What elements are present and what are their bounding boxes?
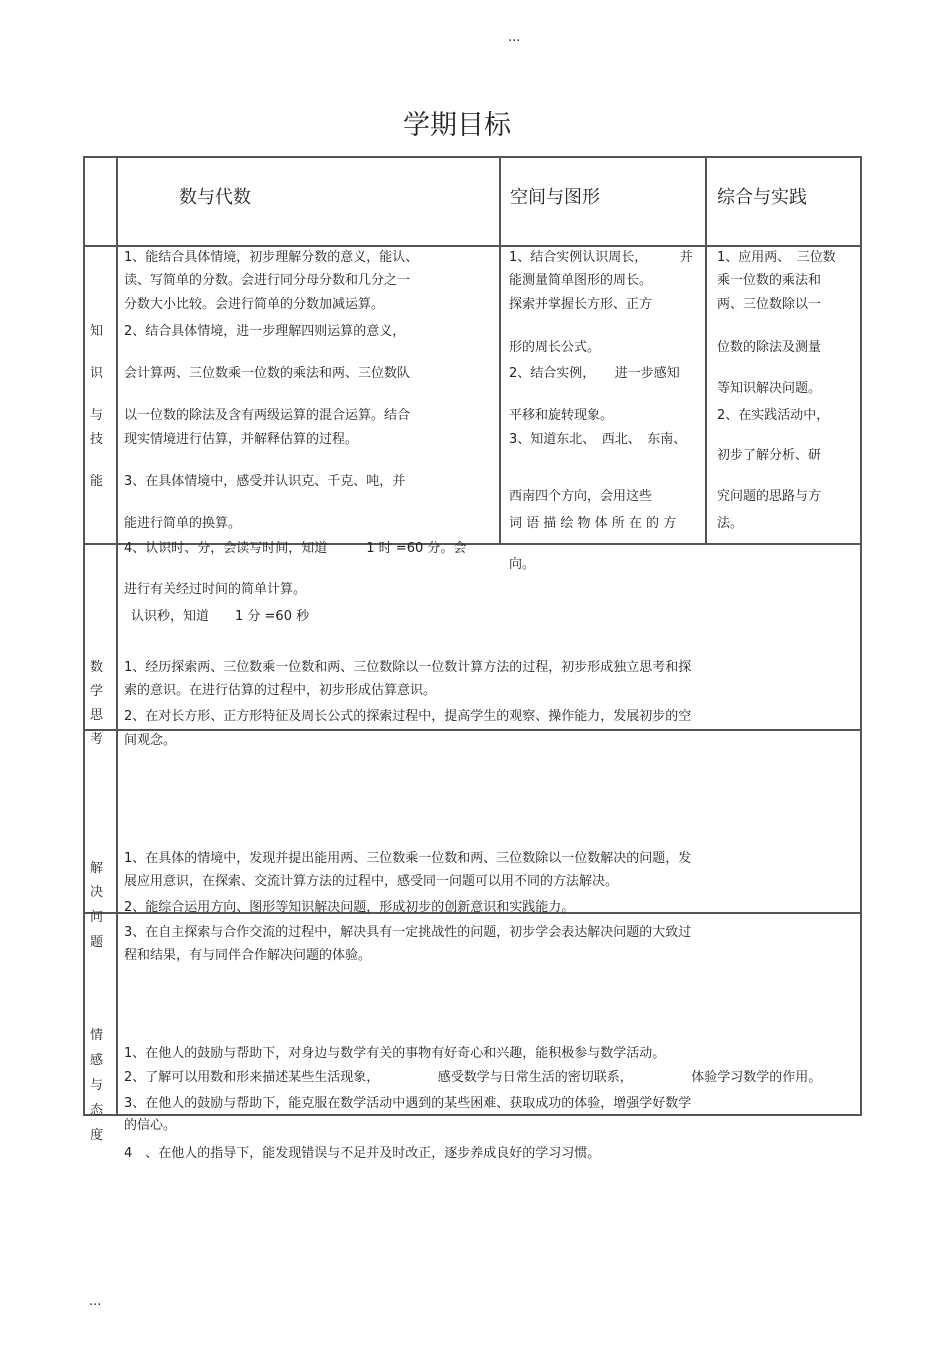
label-column-divider: [116, 156, 118, 1116]
top-marker: ...: [508, 30, 521, 45]
thinking-line: 1、经历探索两、三位数乘一位数和两、三位数除以一位数计算方法的过程，初步形成独立思考和探: [124, 660, 692, 675]
row-label-problem-char: 解: [90, 861, 104, 876]
attitude-line: 2、了解可以用数和形来描述某些生活现象， 感受数学与日常生活的密切联系， 体验学习数学的作用。: [124, 1070, 822, 1085]
col2-line: 探索并掌握长方形、正方: [509, 297, 653, 312]
row-label-thinking-char: 思: [90, 708, 104, 723]
table-border-left: [83, 156, 85, 1116]
row-label-attitude-char: 与: [90, 1078, 104, 1093]
header-practice: 综合与实践: [717, 187, 807, 208]
thinking-line: 2、在对长方形、正方形特征及周长公式的探索过程中，提高学生的观察、操作能力，发展初步的空: [124, 709, 692, 724]
col2-line: 1、结合实例认识周长， 并: [509, 250, 693, 265]
col1-line: 进行有关经过时间的简单计算。: [124, 582, 307, 597]
col2-line: 3、知道东北、 西北、 东南、: [509, 432, 687, 447]
row-label-knowledge-char: 知: [90, 324, 104, 339]
problem-line: 程和结果，有与同伴合作解决问题的体验。: [124, 948, 372, 963]
attitude-line: 4 、在他人的指导下，能发现错误与不足并及时改正，逐步养成良好的学习习惯。: [124, 1146, 601, 1161]
page-title: 学期目标: [403, 110, 511, 141]
col2-line: 平移和旋转现象。: [509, 408, 614, 423]
attitude-line: 1、在他人的鼓励与帮助下，对身边与数学有关的事物有好奇心和兴趣，能积极参与数学活动。: [124, 1046, 666, 1061]
col2-line: 形的周长公式。: [509, 340, 601, 355]
col1-line: 认识秒，知道 1 分 =60 秒: [131, 609, 310, 624]
col2-line: 2、结合实例， 进一步感知: [509, 366, 680, 381]
table-border-top: [83, 156, 861, 158]
row-label-problem-char: 问: [90, 910, 104, 925]
row-label-thinking-char: 学: [90, 684, 104, 699]
thinking-line: 索的意识。在进行估算的过程中，初步形成估算意识。: [124, 683, 437, 698]
col1-line: 2、结合具体情境，进一步理解四则运算的意义，: [124, 324, 406, 339]
col3-line: 法。: [717, 516, 744, 531]
col1-line: 3、在具体情境中，感受并认识克、千克、吨，并: [124, 474, 406, 489]
row-label-problem-char: 题: [90, 935, 104, 950]
table-border-right: [860, 156, 862, 1116]
col1-line: 分数大小比较。会进行简单的分数加减运算。: [124, 297, 385, 312]
col3-line: 究问题的思路与方: [717, 489, 822, 504]
row-label-attitude-char: 度: [90, 1128, 104, 1143]
column-divider-2: [705, 156, 707, 545]
col2-line: 西南四个方向，会用这些: [509, 489, 653, 504]
table-border-bottom: [83, 1114, 861, 1116]
col2-line: 向。: [509, 557, 536, 572]
problem-line: 3、在自主探索与合作交流的过程中，解决具有一定挑战性的问题，初步学会表达解决问题的大致过: [124, 925, 692, 940]
col1-line: 4、认识时、分，会读写时间，知道 1 时 =60 分。会: [124, 541, 467, 556]
row-label-attitude-char: 感: [90, 1053, 104, 1068]
row-label-thinking-char: 考: [90, 732, 104, 747]
header-divider: [83, 245, 861, 247]
thinking-line: 间观念。: [124, 733, 177, 748]
row-label-knowledge-char: 能: [90, 474, 104, 489]
col1-line: 以一位数的除法及含有两级运算的混合运算。结合: [124, 408, 411, 423]
header-space-shape: 空间与图形: [510, 187, 600, 208]
row-divider-2: [83, 729, 861, 731]
row-label-knowledge-char: 与: [90, 408, 104, 423]
col3-line: 等知识解决问题。: [717, 381, 822, 396]
col3-line: 位数的除法及测量: [717, 340, 822, 355]
col1-line: 能进行简单的换算。: [124, 516, 242, 531]
row-label-thinking-char: 数: [90, 660, 104, 675]
col3-line: 初步了解分析、研: [717, 448, 822, 463]
problem-line: 1、在具体的情境中，发现并提出能用两、三位数乘一位数和两、三位数除以一位数解决的问题，发: [124, 851, 692, 866]
row-label-attitude-char: 情: [90, 1028, 104, 1043]
row-label-knowledge-char: 识: [90, 366, 104, 381]
col3-line: 1、应用两、 三位数: [717, 250, 836, 265]
problem-line: 展应用意识，在探索、交流计算方法的过程中，感受同一问题可以用不同的方法解决。: [124, 874, 619, 889]
row-label-problem-char: 决: [90, 885, 104, 900]
col3-line: 两、三位数除以一: [717, 297, 822, 312]
col1-line: 读、写简单的分数。会进行同分母分数和几分之一: [124, 273, 411, 288]
col3-line: 2、在实践活动中，: [717, 408, 830, 423]
problem-line: 2、能综合运用方向、图形等知识解决问题，形成初步的创新意识和实践能力。: [124, 900, 575, 915]
row-label-knowledge-char: 技: [90, 432, 104, 447]
col1-line: 现实情境进行估算，并解释估算的过程。: [124, 432, 359, 447]
col1-line: 1、能结合具体情境，初步理解分数的意义，能认、: [124, 250, 419, 265]
attitude-line: 的信心。: [124, 1118, 177, 1133]
col3-line: 乘一位数的乘法和: [717, 273, 822, 288]
column-divider-1: [499, 156, 501, 545]
col2-line: 能测量简单图形的周长。: [509, 273, 653, 288]
attitude-line: 3、在他人的鼓励与帮助下，能克服在数学活动中遇到的某些困难、获取成功的体验，增强学好数学: [124, 1096, 692, 1111]
row-label-attitude-char: 态: [90, 1103, 104, 1118]
header-number-algebra: 数与代数: [179, 187, 251, 208]
col2-line: 词 语 描 绘 物 体 所 在 的 方: [509, 516, 677, 531]
bottom-marker: ...: [89, 1294, 102, 1309]
col1-line: 会计算两、三位数乘一位数的乘法和两、三位数队: [124, 366, 411, 381]
